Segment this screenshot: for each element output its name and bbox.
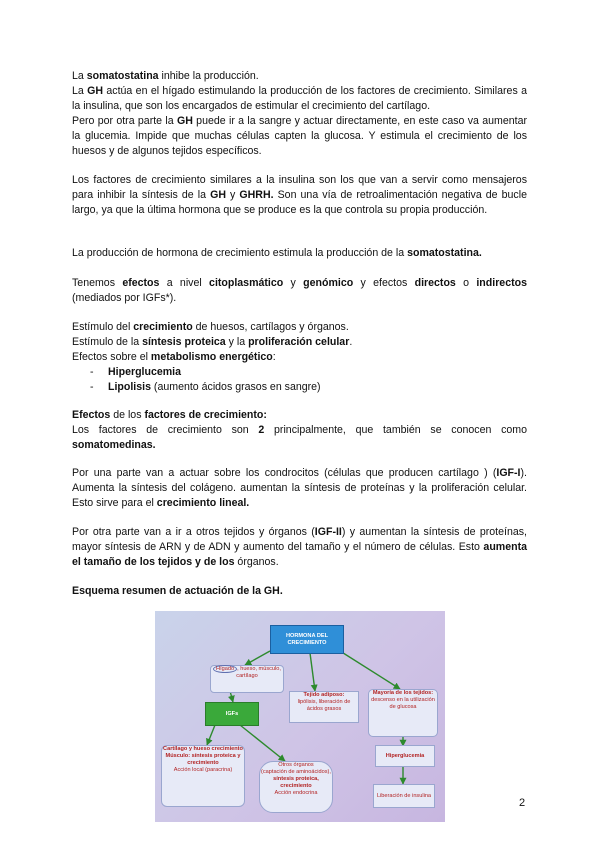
paragraph-3: La producción de hormona de crecimiento estimula la producción de la somatostatina.	[72, 247, 482, 259]
list-item: - Hiperglucemia	[72, 365, 527, 380]
adipose-box: Tejido adiposo: lipólisis, liberación de ácidos grasos	[289, 691, 359, 723]
paragraph-5: Estímulo del crecimiento de huesos, cartílagos y órganos. Estímulo de la síntesis proteica y la proliferación celular. Efectos sobre el metabolismo energético: - Hiperglucemia - Lipolisis (aumento ácidos grasos en sangre)	[72, 320, 527, 395]
diagram-heading: Esquema resumen de actuación de la GH.	[72, 585, 283, 597]
tissues-box: Mayoría de los tejidos: descenso en la utilización de glucosa	[368, 689, 438, 737]
text-line: Pero por otra parte la GH puede ir a la sangre y actuar directamente, en este caso va aumentar la glucemia. Impide que muchas células capten la glucosa. Y estimula el crecimiento de los huesos y de algunos tejidos específicos.	[72, 115, 527, 157]
list-item: - Lipolisis (aumento ácidos grasos en sangre)	[72, 380, 527, 395]
liver-circled: Hígado	[213, 665, 237, 673]
paragraph-4: Tenemos efectos a nivel citoplasmático y genómico y efectos directos o indirectos (mediados por IGFs*).	[72, 277, 527, 304]
hormone-box: HORMONA DEL CRECIMIENTO	[270, 625, 344, 654]
arrow	[240, 725, 285, 761]
insulin-box: Liberación de insulina	[373, 784, 435, 808]
page-number: 2	[519, 797, 526, 809]
paragraph-1	[72, 69, 527, 159]
arrow	[207, 725, 215, 745]
paragraph-2: Los factores de crecimiento similares a la insulina son los que van a servir como mensajeros para inhibir la síntesis de la GH y GHRH. Son una vía de retroalimentación negativa de bucle largo, ya que la última hormona que se produce es la que controla su propia producción.	[72, 174, 527, 216]
organs-box: Otros órganos (captación de aminoácidos), síntesis proteica, crecimiento Acción endocrina	[259, 761, 333, 813]
arrow	[340, 651, 400, 689]
effects-list	[72, 365, 527, 395]
paragraph-7: Por una parte van a actuar sobre los condrocitos (células que producen cartílago ) (IGF-I). Aumenta la síntesis del colágeno. aumentan la síntesis de proteínas y la proliferación celular. Esto sirve para el crecimiento lineal.	[72, 467, 527, 509]
liver-box: Hígado , hueso, músculo, cartílago	[210, 665, 284, 693]
text-line: La somatostatina inhibe la producción.	[72, 70, 259, 82]
gh-diagram	[155, 611, 445, 822]
paragraph-8: Por otra parte van a ir a otros tejidos y órganos (IGF-II) y aumentan la síntesis de proteínas, mayor síntesis de ARN y de ADN y aumento del tamaño y el número de células. Esto aumenta el tamaño de los tejidos y de los órganos.	[72, 526, 527, 568]
hyperglycemia-box: Hiperglucemia	[375, 745, 435, 767]
text-line: La GH actúa en el hígado estimulando la producción de los factores de crecimiento. Similares a la insulina, que son los encargados de estimular el crecimiento del cartílago.	[72, 85, 527, 112]
arrow	[245, 651, 270, 665]
cartilage-box: Cartílago y hueso crecimiento Músculo: síntesis proteica y crecimiento Acción local (paracrina)	[161, 745, 245, 807]
igf-box: IGFs	[205, 702, 259, 726]
arrow	[310, 653, 315, 691]
paragraph-6: Efectos de los factores de crecimiento: Los factores de crecimiento son 2 principalmente, que también se conocen como somatomedinas.	[72, 409, 527, 451]
